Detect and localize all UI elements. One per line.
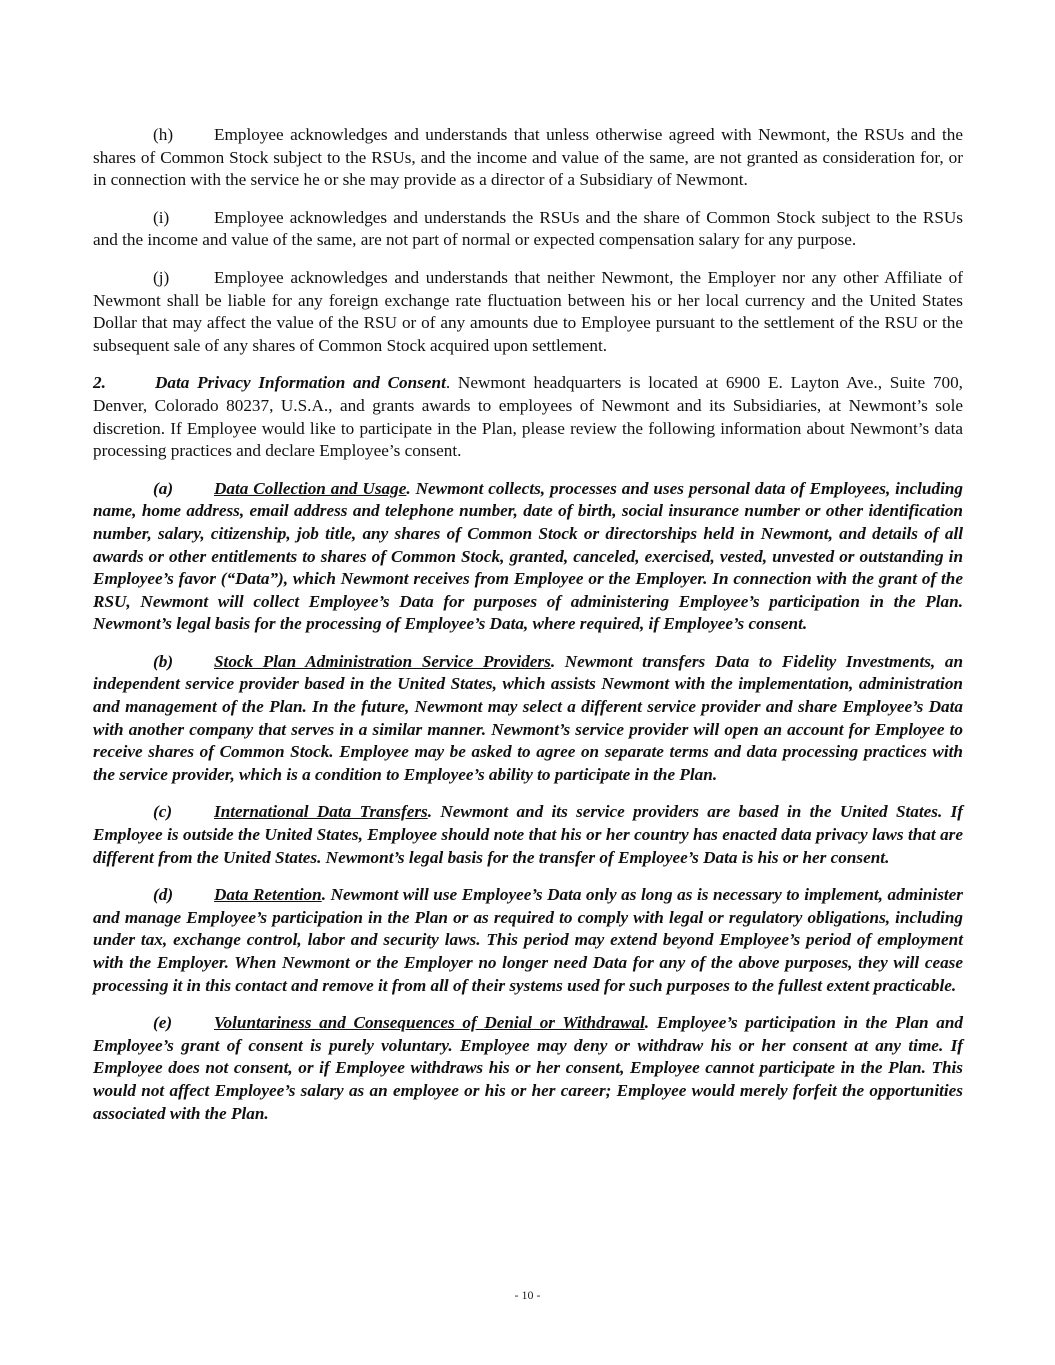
subsection-d-text: . Newmont will use Employee’s Data only as long as is necessary to implement, administer and manage Employee’s participation in the Plan or as required to comply with legal or regulatory obligations, including under tax, exchange control, labor and security laws. This period may extend beyond Employee’s period of employment with the Employer. When Newmont or the Employer no longer need Data for any of the above purposes, they will cease processing it in this contact and remove it from all of their systems used for such purposes to the fullest extent practicable. xyxy=(93,885,963,995)
paragraph-h xyxy=(93,124,963,192)
paragraph-i-label: (i) xyxy=(153,207,170,227)
section-2-number: 2. xyxy=(93,373,106,393)
section-2 xyxy=(93,372,963,462)
subsection-a xyxy=(93,478,963,636)
page-number: - 10 - xyxy=(514,1288,541,1302)
subsection-e xyxy=(93,1012,963,1125)
subsection-b-text: . Newmont transfers Data to Fidelity Investments, an independent service provider based in the United States, which assists Newmont with the implementation, administration and management of the Plan. In the future, Newmont may select a different service provider and share Employee’s Data with another company that serves in a similar manner. Newmont’s service provider will open an account for Employee to receive shares of Common Stock. Employee may be asked to agree on separate terms and data processing practices with the service provider, which is a condition to Employee’s ability to participate in the Plan. xyxy=(93,651,964,784)
paragraph-i-text: Employee acknowledges and understands the RSUs and the share of Common Stock subject to the RSUs and the income and value of the same, are not part of normal or expected compensation salary for any purpose. xyxy=(93,207,963,250)
subsection-d-label: (d) xyxy=(153,885,174,905)
subsection-b xyxy=(93,651,963,787)
subsection-c xyxy=(93,801,963,869)
section-2-text: . Newmont headquarters is located at 6900 E. Layton Ave., Suite 700, Denver, Colorado 80237, U.S.A., and grants awards to employees of Newmont and its Subsidiaries, at Newmont’s sole discretion. If Employee would like to participate in the Plan, please review the following information about Newmont’s data processing practices and declare Employee’s consent. xyxy=(93,373,963,461)
subsection-a-text: . Newmont collects, processes and uses personal data of Employees, including name, home address, email address and telephone number, date of birth, social insurance number or other identification number, salary, citizenship, job title, any shares of Common Stock or directorships held in Newmont, and details of all awards or other entitlements to shares of Common Stock, granted, canceled, exercised, vested, unvested or outstanding in Employee’s favor (“Data”), which Newmont receives from Employee or the Employer. In connection with the grant of the RSU, Newmont will collect Employee’s Data for purposes of administering Employee’s participation in the Plan. Newmont’s legal basis for the processing of Employee’s Data, where required, if Employee’s consent. xyxy=(93,478,964,634)
paragraph-h-label: (h) xyxy=(153,125,174,144)
subsection-e-text: . Employee’s participation in the Plan and Employee’s grant of consent is purely voluntary. Employee may deny or withdraw his or her consent at any time. If Employee does not consent, or if Employee withdraws his or her consent, Employee cannot participate in the Plan. This would not affect Employee’s salary as an employee or his or her career; Employee would merely forfeit the opportunities associated with the Plan. xyxy=(93,1013,963,1123)
document-page xyxy=(93,124,963,1140)
subsection-c-label: (c) xyxy=(153,802,173,822)
subsection-e-title: Voluntariness and Consequences of Denial or Withdrawal xyxy=(214,1013,645,1033)
subsection-b-label: (b) xyxy=(153,651,174,671)
section-2-heading: Data Privacy Information and Consent xyxy=(155,373,446,393)
paragraph-j-text: Employee acknowledges and understands that neither Newmont, the Employer nor any other Affiliate of Newmont shall be liable for any foreign exchange rate fluctuation between his or her local currency and the United States Dollar that may affect the value of the RSU or of any amounts due to Employee pursuant to the settlement of the RSU or the subsequent sale of any shares of Common Stock acquired upon settlement. xyxy=(93,267,963,355)
subsection-e-label: (e) xyxy=(153,1013,173,1033)
paragraph-h-text: Employee acknowledges and understands that unless otherwise agreed with Newmont, the RSUs and the shares of Common Stock subject to the RSUs, and the income and value of the same, are not granted as consideration for, or in connection with the service he or she may provide as a director of a Subsidiary of Newmont. xyxy=(93,125,963,190)
paragraph-j xyxy=(93,267,963,357)
subsection-b-title: Stock Plan Administration Service Providers xyxy=(214,651,551,671)
subsection-c-text: . Newmont and its service providers are based in the United States. If Employee is outside the United States, Employee should note that his or her country has enacted data privacy laws that are different from the United States. Newmont’s legal basis for the transfer of Employee’s Data is his or her consent. xyxy=(93,802,964,867)
subsection-c-title: International Data Transfers xyxy=(214,802,428,822)
subsection-d-title: Data Retention xyxy=(214,885,322,905)
subsection-a-label: (a) xyxy=(153,478,174,498)
subsection-d xyxy=(93,884,963,997)
paragraph-i xyxy=(93,207,963,252)
subsection-a-title: Data Collection and Usage xyxy=(214,478,407,498)
paragraph-j-label: (j) xyxy=(153,267,170,287)
